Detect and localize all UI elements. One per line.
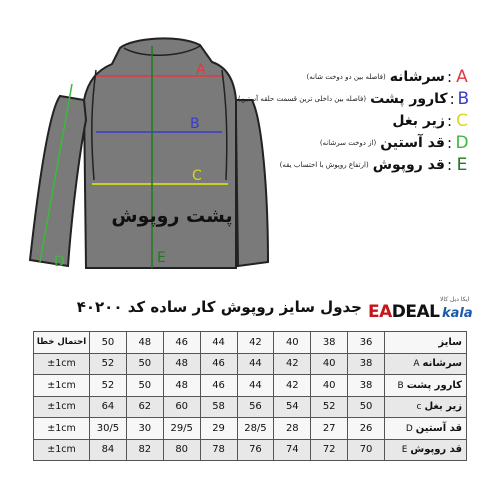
legend-colon: : — [446, 134, 452, 152]
value-cell: 78 — [200, 439, 237, 461]
header-size-cell: 38 — [311, 332, 348, 354]
table-row — [34, 375, 467, 397]
legend-colon: : — [446, 68, 452, 86]
row-label-text: قد آستین — [415, 422, 462, 434]
value-cell: 52 — [90, 353, 127, 375]
legend-letter: E — [456, 155, 468, 175]
value-cell: 60 — [163, 396, 200, 418]
brand-tagline: ایکا دیل کالا — [440, 296, 470, 303]
value-cell: 52 — [90, 375, 127, 397]
legend-row-e — [238, 154, 470, 176]
size-table — [33, 331, 467, 461]
value-cell: 72 — [311, 439, 348, 461]
legend-row-d — [238, 132, 470, 154]
legend-colon: : — [446, 112, 452, 130]
legend-name: زیر بغل — [392, 113, 445, 129]
tolerance-cell: ±1cm — [34, 396, 90, 418]
table-header-row — [34, 332, 467, 354]
value-cell: 42 — [274, 375, 311, 397]
table-row — [34, 439, 467, 461]
value-cell: 42 — [274, 353, 311, 375]
table-title-bar — [76, 292, 500, 324]
tolerance-cell: ±1cm — [34, 353, 90, 375]
legend-colon: : — [446, 156, 452, 174]
header-size-cell: 36 — [348, 332, 385, 354]
header-size-cell: 40 — [274, 332, 311, 354]
row-label-letter: B — [397, 380, 404, 391]
legend-letter: A — [456, 67, 468, 87]
value-cell: 64 — [90, 396, 127, 418]
value-cell: 70 — [348, 439, 385, 461]
legend-name: قد آستین — [380, 135, 445, 151]
sleeve-left — [30, 96, 86, 266]
legend-name: قد روپوش — [372, 157, 445, 173]
tolerance-cell: ±1cm — [34, 375, 90, 397]
value-cell: 50 — [348, 396, 385, 418]
header-size-cell: 46 — [163, 332, 200, 354]
legend-note: (فاصله بین داخلی ترین قسمت حلقه آستین) — [238, 95, 367, 103]
header-size-label: سایز — [385, 332, 467, 354]
value-cell: 30/5 — [90, 418, 127, 440]
header-size-cell: 42 — [237, 332, 274, 354]
value-cell: 44 — [237, 375, 274, 397]
legend-note: (ارتفاع روپوش با احتساب یقه) — [279, 161, 369, 169]
value-cell: 58 — [200, 396, 237, 418]
value-cell: 82 — [126, 439, 163, 461]
brand-kala-text: kala — [442, 306, 473, 321]
brand-ea-text: EA — [368, 302, 392, 322]
value-cell: 74 — [274, 439, 311, 461]
value-cell: 44 — [237, 353, 274, 375]
value-cell: 27 — [311, 418, 348, 440]
dim-label-c: C — [192, 168, 202, 184]
row-label — [385, 375, 467, 397]
row-label-letter: c — [416, 402, 422, 413]
legend-row-b — [238, 88, 470, 110]
jacket-silhouette — [84, 38, 236, 268]
table-row — [34, 418, 467, 440]
value-cell: 50 — [126, 353, 163, 375]
legend-row-a — [238, 66, 470, 88]
tolerance-cell: ±1cm — [34, 439, 90, 461]
legend-letter: B — [457, 89, 470, 109]
measurement-legend — [238, 66, 470, 176]
value-cell: 52 — [311, 396, 348, 418]
legend-row-c — [238, 110, 470, 132]
header-tolerance: احتمال خطا — [34, 332, 90, 354]
row-label — [385, 396, 467, 418]
row-label-text: قد روپوش — [410, 444, 462, 456]
row-label-text: سرشانه — [422, 358, 462, 370]
brand-deal-text: DEAL — [391, 302, 440, 322]
value-cell: 54 — [274, 396, 311, 418]
row-label-letter: E — [401, 445, 408, 456]
value-cell: 84 — [90, 439, 127, 461]
legend-note: (از دوخت سرشانه) — [319, 139, 377, 147]
dim-label-e: E — [157, 250, 166, 266]
header-size-cell: 50 — [90, 332, 127, 354]
value-cell: 56 — [237, 396, 274, 418]
value-cell: 40 — [311, 353, 348, 375]
legend-colon: : — [449, 90, 455, 108]
dim-label-a: A — [196, 62, 206, 78]
brand-logo — [362, 294, 498, 322]
legend-name: سرشانه — [389, 69, 445, 85]
value-cell: 38 — [348, 375, 385, 397]
legend-letter: D — [455, 133, 469, 153]
brand-wordmark — [368, 302, 440, 322]
table-row — [34, 353, 467, 375]
value-cell: 29/5 — [163, 418, 200, 440]
value-cell: 38 — [348, 353, 385, 375]
row-label — [385, 353, 467, 375]
value-cell: 76 — [237, 439, 274, 461]
value-cell: 28 — [274, 418, 311, 440]
row-label-letter: A — [413, 359, 420, 370]
value-cell: 48 — [163, 353, 200, 375]
legend-name: کارور پشت — [370, 91, 448, 107]
row-label-letter: D — [405, 423, 413, 434]
value-cell: 40 — [311, 375, 348, 397]
dim-label-d: D — [54, 254, 65, 270]
row-label-text: زیر بغل — [424, 401, 462, 413]
back-label: پشت روپوش — [111, 205, 233, 227]
value-cell: 28/5 — [237, 418, 274, 440]
value-cell: 62 — [126, 396, 163, 418]
tolerance-cell: ±1cm — [34, 418, 90, 440]
dim-label-b: B — [190, 116, 200, 132]
value-cell: 50 — [126, 375, 163, 397]
row-label — [385, 418, 467, 440]
value-cell: 30 — [126, 418, 163, 440]
value-cell: 46 — [200, 353, 237, 375]
value-cell: 26 — [348, 418, 385, 440]
legend-note: (فاصله بین دو دوخت شانه) — [306, 73, 386, 81]
value-cell: 46 — [200, 375, 237, 397]
header-size-cell: 44 — [200, 332, 237, 354]
header-size-cell: 48 — [126, 332, 163, 354]
row-label-text: کارور پشت — [406, 379, 462, 391]
value-cell: 80 — [163, 439, 200, 461]
value-cell: 48 — [163, 375, 200, 397]
legend-letter: C — [456, 111, 468, 131]
table-title: جدول سایز روپوش کار ساده کد ۴۰۲۰۰ — [76, 298, 362, 316]
row-label — [385, 439, 467, 461]
table-row — [34, 396, 467, 418]
value-cell: 29 — [200, 418, 237, 440]
